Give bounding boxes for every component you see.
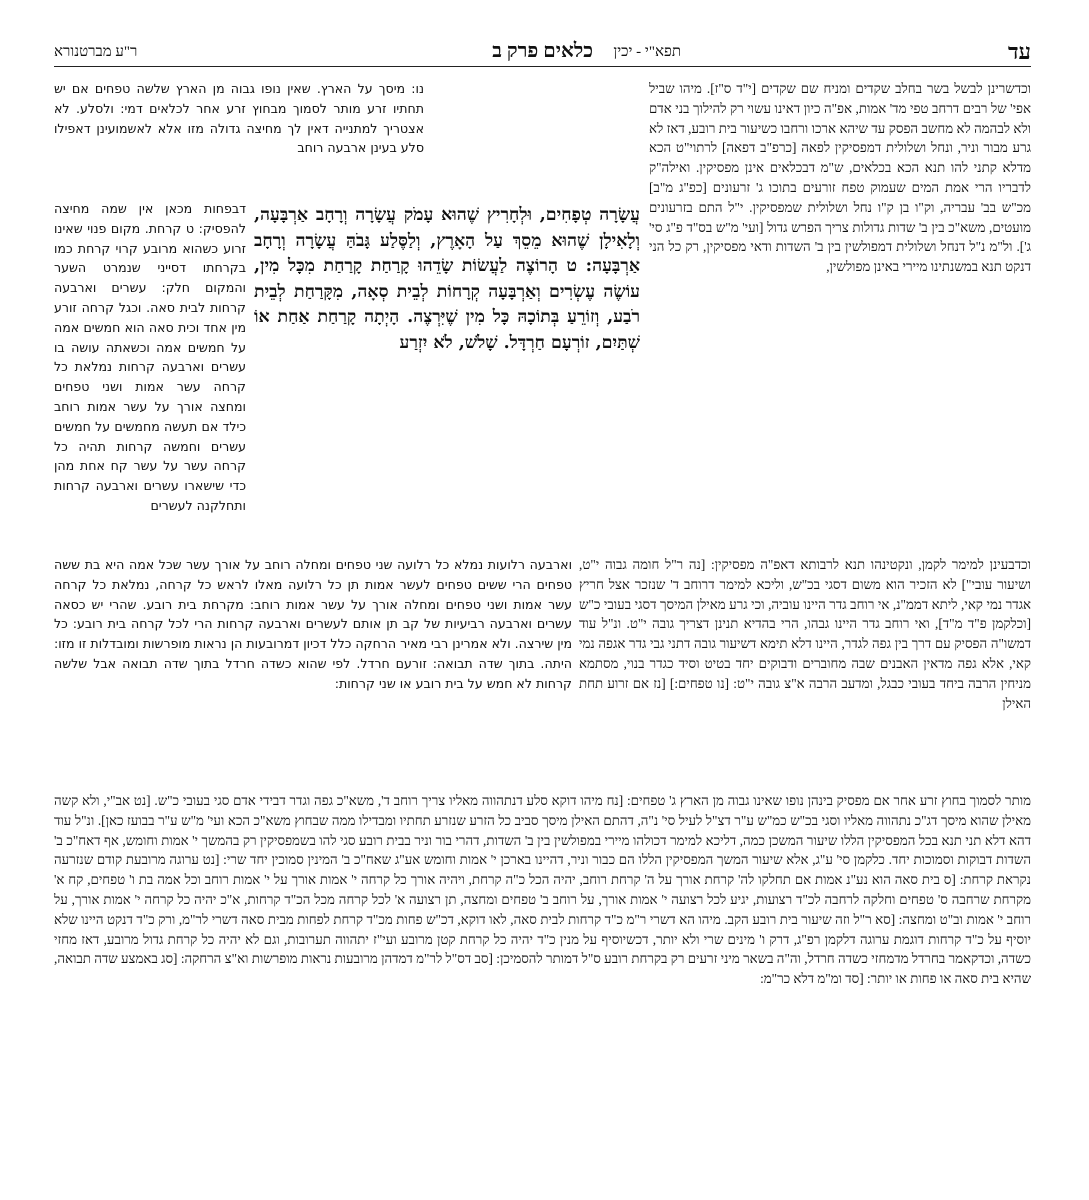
tosafot-yom-tov-commentary-top bbox=[649, 79, 1031, 549]
bartenura-paragraph-lower: וארבעה רלועות נמלא כל רלועה שני טפחים ומחלה רוחב על אורך עשר שכל אמה היא בת ששה טפחים הרי ששים טפחים לעשר אמות תן כל רלועה מאלו לראש כל קרחה, נמלאת כל קרחה עשר אמות ושני טפחים ומחלה אורך על עשר אמות רוחב: מקרחת בית רובע. שהרי יש כסאה עשרים וארבעה רביעיות של קב תן אותם לעשרים וארבעה קרחות הרי לכל קרחה בית רובע: כל מין שירצה. ולא אמרינן רבי מאיר הרחקה כלל דכיון דמרובעות הן נראות מופרשות ומובדלות זו מזו: היתה. בתוך שדה תבואה: זורעם חרדל. לפי שהוא כשדה חרדל בתוך שדה תבואה אבל שלשה קרחות לא חמש על בית רובע או שני קרחות: bbox=[54, 557, 572, 691]
page-body bbox=[54, 79, 1031, 1139]
bartenura-commentary-top bbox=[54, 79, 424, 199]
tractate-chapter-title: כלאים פרק ב bbox=[492, 40, 593, 62]
tosafot-yom-tov-commentary-bottom bbox=[54, 791, 1031, 1131]
cross-reference: תפא"י - יכין bbox=[613, 44, 681, 60]
bartenura-label: ר"ע מברטנורא bbox=[54, 44, 138, 60]
mishna-paragraph: עֲשָׂרָה טְפָחִים, וּלְחָרִיץ שֶׁהוּא עָמֹק עֲשָׂרָה וְרָחָב אַרְבָּעָה, וְלָאִילָן שֶׁהוּא מֵסֵךְ עַל הָאָרֶץ, וְלַסֶּלַע גָּבֹהַּ עֲשָׂרָה וְרָחָב אַרְבָּעָה: ט הָרוֹצֶה לַעֲשׂוֹת שָׂדֵהוּ קָרַחַת קָרַחַת מִכָּל מִין, עוֹשֶׂה עֶשְׂרִים וְאַרְבָּעָה קְרָחוֹת לְבֵית סְאָה, מִקָּרַחַת לְבֵית רֹבַע, וְזוֹרֵעַ בְּתוֹכָהּ כָּל מִין שֶׁיִּרְצֶה. הָיְתָה קָרַחַת אַחַת אוֹ שְׁתַּיִם, זוֹרְעָם חַרְדָּל. שָׁלֹשׁ, לֹא יִזְרַע bbox=[254, 205, 640, 353]
tosafot-paragraph-middle: וכדבעינן למימר לקמן, ונקטינהו תנא לרבותא דאפ"ה מפסיקין: [נה ר"ל חומה גבוה י"ט, ושיעור עובי"] לא הזכיר הוא משום דסגי בכ"ש, וליכא למימר דרוחב ד' שנזכר אצל חריץ אגדר נמי קאי, ליתא דממ"נ, אי רוחב גדר היינו עוביה, וכי גרע מאילן המיסך דסגי בעובי כ"ש [וכלקמן פ"ד מ"ד], ואי רוחב גדר היינו גבהו, הרי בהדיא תנינן דצריך גובה י"ט. ונ"ל עוד דמשו"ה הפסיק עם דרך בין גפה לגדר, היינו דלא תימא דשיעור גובה דתני גבי גדר אגפה נמי קאי, אלא גפה מדאין האבנים שבה מחוברים ודבוקים יחד בטיט וסיד כגדר בנוי, מסתמא מניחין הרבה ביחד בעובי כבגל, ומדעב הרבה א"צ גובה י"ט: [נו טפחים:] [נז אם זרוע תחת האילן bbox=[579, 557, 1031, 711]
page-number: עד bbox=[1007, 39, 1031, 64]
running-header bbox=[54, 38, 1031, 67]
bartenura-paragraph-top: נו: מיסך על הארץ. שאין נופו גבוה מן הארץ שלשה טפחים אם יש תחתיו זרע מותר לסמוך מבחוץ זרע אחר לכלאים דמי: ולסלע. לא אצטריך למתנייה דאין לך מחיצה גדולה מזו אלא לאשמועינן דאפילו סלע בעינן ארבעה רוחב bbox=[54, 81, 424, 156]
bartenura-commentary-middle bbox=[54, 199, 246, 551]
mishna-text-block bbox=[254, 203, 640, 553]
tosafot-paragraph-top: וכדשרינן לבשל בשר בחלב שקדים ומניח שם שקדים [י"ד ס"ז]. מיהו שביל אפי' של רבים דרחב טפי מד' אמות, אפ"ה כיון דאינו עשוי רק להילוך בני אדם ולא לבהמה לא מחשב הפסק עד שיהא ארכו ורחבו כשיעור בית רובע, דאז לא גרע מבור וניר, ונחל ושלולית דמפסיקין לפאה [כרפ"ב דפאה] לרתוי"ט הכא מדלא קתני להו תנא הכא בכלאים, ש"מ דבכלאים אינן מפסיקין. ואילה"ק לדבריו הרי אמת המים שעמוק טפח זורעים בתוכו ג' זרעונים [כפ"ג מ"ב] מכ"ש בב' עבריה, וק"ו בן ק"ו נחל ושלולית שמפסיקין. י"ל התם בזרעונים מועטים, משא"כ בין ב' שדות גדולות צריך הפרש גדול [ועי' מ"ש בס"ד פ"ג סי' ג']. ול"מ נ"ל דנחל ושלולית דמפולשין בין ב' השדות ודאי מפסיקין, רק כל הני דנקט תנא במשנתינו מיירי באינן מפולשין, bbox=[649, 81, 1031, 275]
tosafot-paragraph-bottom: מותר לסמוך בחוץ זרע אחר אם מפסיק בינהן נופו שאינו גבוה מן הארץ ג' טפחים: [נח מיהו דוקא סלע דנתהווה מאליו צריך רוחב ד', משא"כ גפה וגדר דבידי אדם סגי בעובי כ"ש. [נט אב"י, ולא קשה מאילן שהוא מיסך דג"כ נתהווה מאליו וסגי בכ"ש כמ"ש ע"ר דצ"ל לעיל סי' נ"ה, דהתם האילן מיסך סביב כל הזרע שנזרע תחתיו ומבדילו ממה שבחוץ משא"כ הכא ועי' מ"ש ע"ר בבועז כאן]. ונ"ל עוד דהא דלא תני תנא בכל המפסיקין הללו שיעור המשכן כמה, דליכא למימר דכולהו מיירי במפולשין בין ב' השדות, דהרי בור וניר בבית רובע סגי להו בשמפסיקין רק בהמשך י' אמות וחומש, אף דאח"כ ב' השדות דבוקות וסמוכות יחד. כלקמן סי' ע"ג, אלא שיעור המשך המפסיקין הללו הם כבור וניר, דהיינו בארכן י' אמות וחומש אע"ג שאח"כ ב' המינין סמוכין יחד שרי: [נט ערוגה מרובעת קודם שנזרעה נקראת קרחת: [ס בית סאה הוא נע"נ אמות אם תחלקו לה' קרחת אורך על ה' קרחת רוחב, יהיה הכל כ"ה קרחת, ויהיה אורך כל קרחה י' אמות אורך על י' אמות רוחב וכל אמה בת ו' טפחים, קח א' מקרחת שרחבה ס' טפחים וחלקה לרחבה לכ"ד רצועות, יגיע לכל רצועה י' אמות אורך, על רוחב ב' טפחים ומחצה, תן רצועה א' לכל קרחה מכל הכ"ד קרחות, א"כ יהיה כל קרחה י' אמות אורך, על רוחב י' אמות וב"ט ומחצה: [סא ר"ל וזה שיעור בית רובע הקב. מיהו הא דשרי ר"מ כ"ד קרחות לבית סאה, לאו דוקא, דכ"ש פחות מכ"ד קרחת לפחות מבית סאה דשרי לר"מ, ורק כ"ד דנקט היינו שלא יוסיף על כ"ד קרחות דוגמת ערוגה דלקמן רפ"ג, דרק ו' מינים שרי ולא יותר, דכשיוסיף על מנין כ"ד יהיה כל קרחת קטן מרובע ועי"ז יתהווה תערובות, וגם לא יהיה כל קרחת גדול מרובע, דאז מחזי כשדה, וכדקאמר בחרדל מדמחזי כשדה חרדל, וה"ה בשאר מיני זרעים רק בקרחת רובע ס"ל דמותר להסמיכן: [סב דס"ל לר"מ דמדהן מרובעות נראות מופרשות וא"צ הרחקה: [סג באמצע שדה תבואה, שהיא בית סאה או פחות או יותר: [סד ומ"מ דלא כר"מ: bbox=[54, 793, 1031, 987]
tosafot-yom-tov-commentary-middle bbox=[579, 555, 1031, 785]
bartenura-commentary-lower bbox=[54, 555, 572, 785]
bartenura-paragraph-middle: דבפחות מכאן אין שמה מחיצה להפסיק: ט קרחת. מקום פנוי שאינו זרוע כשהוא מרובע קרוי קרחת כמו בקרחתו דסייני שנמרט השער והמקום חלק: עשרים וארבעה קרחות לבית סאה. וכגל קרחה זורע מין אחד וכית סאה הוא חמשים אמה על חמשים אמה וכשאתה עושה בו עשרים וארבעה קרחות נמלאת כל קרחה עשר אמות ושני טפחים ומחצה אורך על עשר אמות רוחב כילד אם תעשה מחמשים על חמשים עשרים וחמשה קרחות תהיה כל קרחה עשר על עשר קח אחת מהן כדי שישארו עשרים וארבעה קרחות ותחלקנה לעשרים bbox=[54, 201, 246, 513]
